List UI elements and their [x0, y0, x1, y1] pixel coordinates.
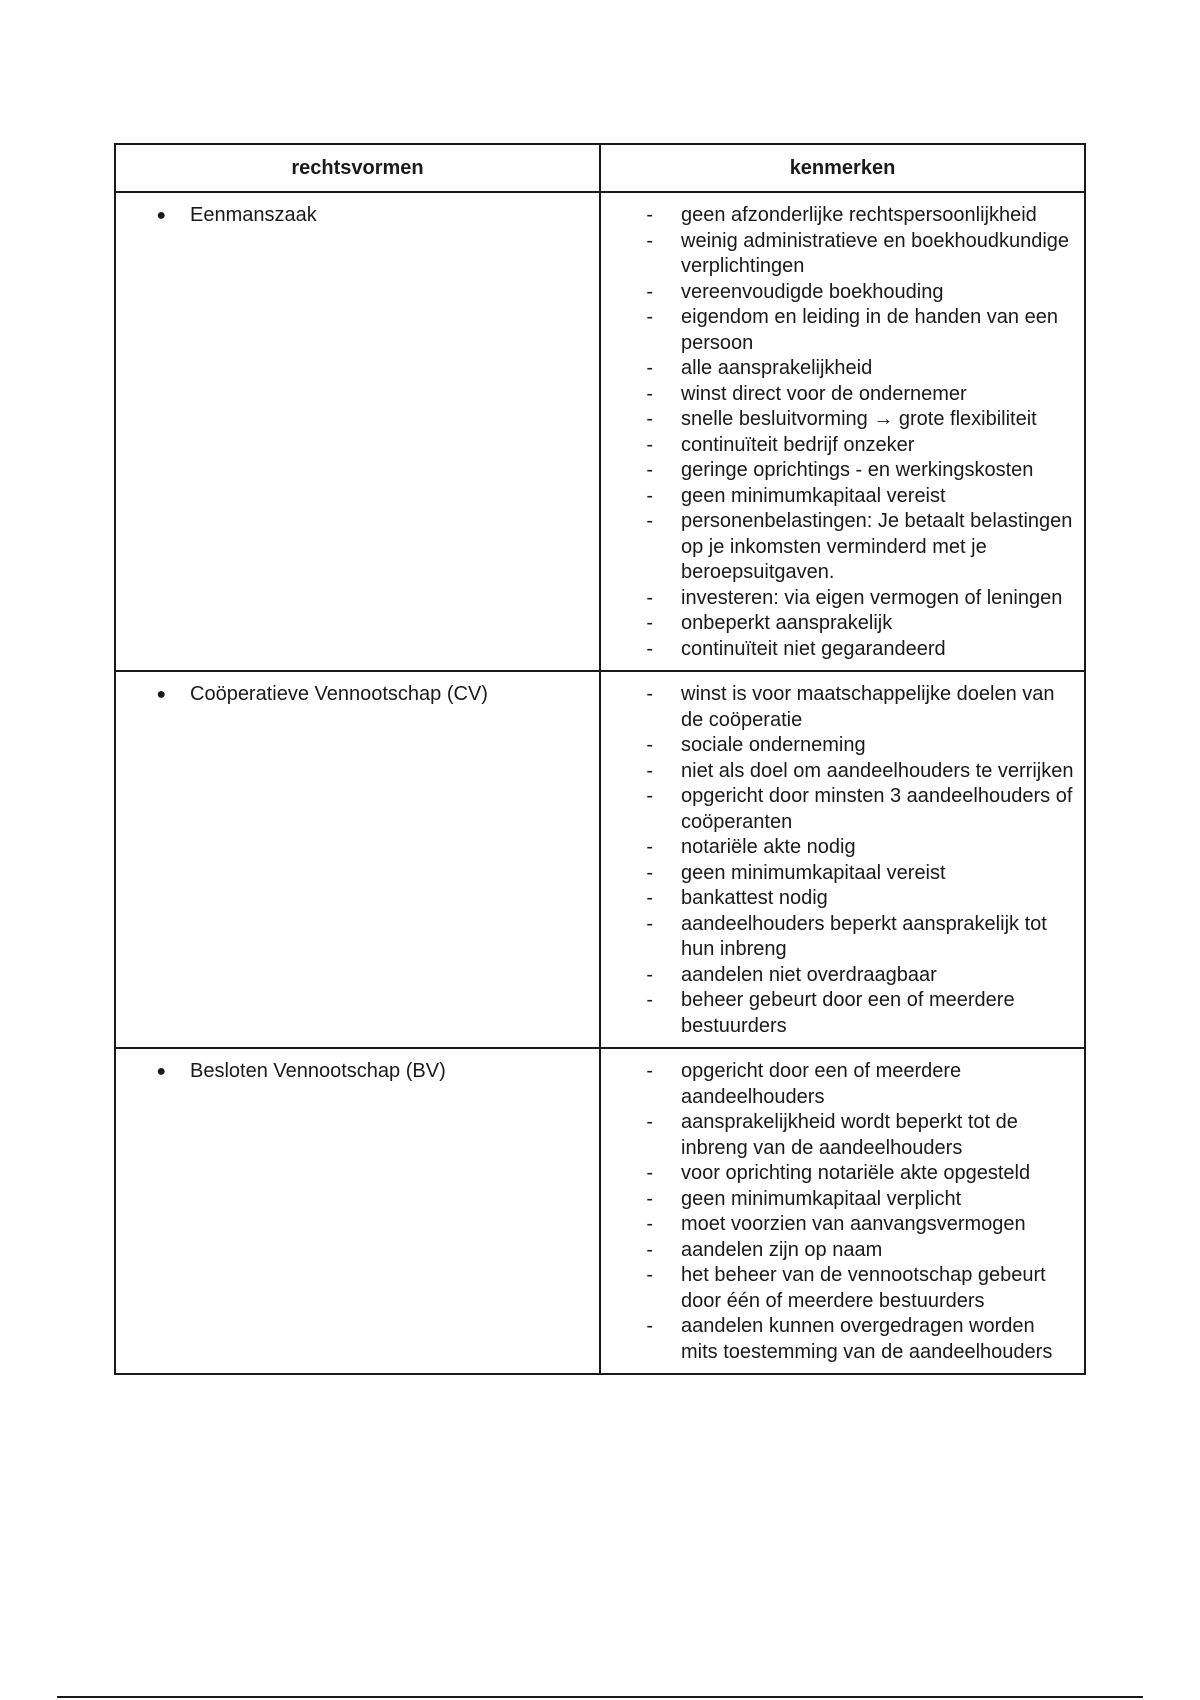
list-item: - beheer gebeurt door een of meerdere bestuurders — [601, 988, 1074, 1039]
dash-icon: - — [646, 1238, 653, 1261]
dash-icon: - — [646, 433, 653, 456]
list-item: - moet voorzien van aanvangsvermogen — [601, 1212, 1074, 1238]
list-item: - aandelen kunnen overgedragen worden mits toestemming van de aandeelhouders — [601, 1314, 1074, 1365]
dash-icon: - — [646, 989, 653, 1011]
list-item: - alle aansprakelijkheid — [601, 356, 1074, 382]
table-row — [115, 671, 1085, 1048]
dash-icon: - — [646, 484, 653, 507]
dash-icon: - — [646, 612, 653, 634]
features-list — [601, 682, 1074, 1039]
form-cell — [115, 671, 600, 1048]
table-row — [115, 192, 1085, 671]
dash-icon: - — [646, 759, 653, 782]
list-item: - aandelen niet overdraagbaar — [601, 963, 1074, 989]
dash-icon: - — [646, 1162, 653, 1184]
footer-divider — [57, 1696, 1143, 1698]
dash-icon: - — [646, 683, 653, 705]
dash-icon: - — [646, 887, 653, 909]
dash-icon: - — [646, 229, 653, 252]
list-item: - geringe oprichtings - en werkingskosten — [601, 458, 1074, 484]
list-item: - personenbelastingen: Je betaalt belastingen op je inkomsten verminderd met je beroepsuitgaven. — [601, 509, 1074, 586]
dash-icon: - — [646, 357, 653, 379]
bullet-icon: ● — [156, 686, 166, 703]
list-item: - investeren: via eigen vermogen of leningen — [601, 586, 1074, 612]
list-item: - snelle besluitvorming → grote flexibiliteit — [601, 407, 1074, 433]
dash-icon: - — [646, 306, 653, 328]
table-header-row — [115, 144, 1085, 192]
list-item: - onbeperkt aansprakelijk — [601, 611, 1074, 637]
features-cell — [600, 671, 1085, 1048]
dash-icon: - — [646, 408, 653, 430]
dash-icon: - — [646, 510, 653, 532]
list-item: - aandelen zijn op naam — [601, 1238, 1074, 1264]
dash-icon: - — [646, 861, 653, 884]
dash-icon: - — [646, 586, 653, 609]
dash-icon: - — [646, 1264, 653, 1286]
header-kenmerken: kenmerken — [600, 144, 1085, 192]
features-list — [601, 203, 1074, 662]
features-cell — [600, 1048, 1085, 1374]
legal-forms-table — [114, 143, 1086, 1375]
table-row — [115, 1048, 1085, 1374]
form-name: Besloten Vennootschap (BV) — [190, 1060, 446, 1082]
dash-icon: - — [646, 1187, 653, 1210]
list-item: - winst direct voor de ondernemer — [601, 382, 1074, 408]
list-item: - opgericht door een of meerdere aandeelhouders — [601, 1059, 1074, 1110]
dash-icon: - — [646, 1213, 653, 1235]
form-name: Coöperatieve Vennootschap (CV) — [190, 683, 488, 705]
list-item: - eigendom en leiding in de handen van een persoon — [601, 305, 1074, 356]
form-cell — [115, 1048, 600, 1374]
list-item: - geen minimumkapitaal vereist — [601, 484, 1074, 510]
form-item — [116, 1059, 599, 1084]
list-item: - aandeelhouders beperkt aansprakelijk tot hun inbreng — [601, 912, 1074, 963]
dash-icon: - — [646, 637, 653, 660]
form-item — [116, 203, 599, 228]
form-name: Eenmanszaak — [190, 204, 317, 226]
dash-icon: - — [646, 1111, 653, 1133]
dash-icon: - — [646, 280, 653, 303]
list-item: - geen minimumkapitaal vereist — [601, 861, 1074, 887]
list-item: - sociale onderneming — [601, 733, 1074, 759]
dash-icon: - — [646, 1060, 653, 1082]
list-item: - continuïteit bedrijf onzeker — [601, 433, 1074, 459]
list-item: - het beheer van de vennootschap gebeurt door één of meerdere bestuurders — [601, 1263, 1074, 1314]
list-item: - niet als doel om aandeelhouders te verrijken — [601, 759, 1074, 785]
list-item: - notariële akte nodig — [601, 835, 1074, 861]
list-item: - winst is voor maatschappelijke doelen van de coöperatie — [601, 682, 1074, 733]
list-item: - aansprakelijkheid wordt beperkt tot de inbreng van de aandeelhouders — [601, 1110, 1074, 1161]
dash-icon: - — [646, 459, 653, 481]
dash-icon: - — [646, 912, 653, 935]
features-list — [601, 1059, 1074, 1365]
form-item — [116, 682, 599, 707]
dash-icon: - — [646, 1315, 653, 1337]
bullet-icon: ● — [156, 207, 166, 224]
dash-icon: - — [646, 382, 653, 405]
list-item: - vereenvoudigde boekhouding — [601, 280, 1074, 306]
bullet-icon: ● — [156, 1063, 166, 1080]
features-cell — [600, 192, 1085, 671]
list-item: - bankattest nodig — [601, 886, 1074, 912]
form-cell — [115, 192, 600, 671]
dash-icon: - — [646, 785, 653, 807]
list-item: - opgericht door minsten 3 aandeelhouders of coöperanten — [601, 784, 1074, 835]
list-item: - geen minimumkapitaal verplicht — [601, 1187, 1074, 1213]
dash-icon: - — [646, 734, 653, 756]
list-item: - weinig administratieve en boekhoudkundige verplichtingen — [601, 229, 1074, 280]
dash-icon: - — [646, 836, 653, 858]
dash-icon: - — [646, 963, 653, 986]
list-item: - continuïteit niet gegarandeerd — [601, 637, 1074, 663]
dash-icon: - — [646, 204, 653, 226]
list-item: - voor oprichting notariële akte opgesteld — [601, 1161, 1074, 1187]
list-item: - geen afzonderlijke rechtspersoonlijkheid — [601, 203, 1074, 229]
header-rechtsvormen: rechtsvormen — [115, 144, 600, 192]
